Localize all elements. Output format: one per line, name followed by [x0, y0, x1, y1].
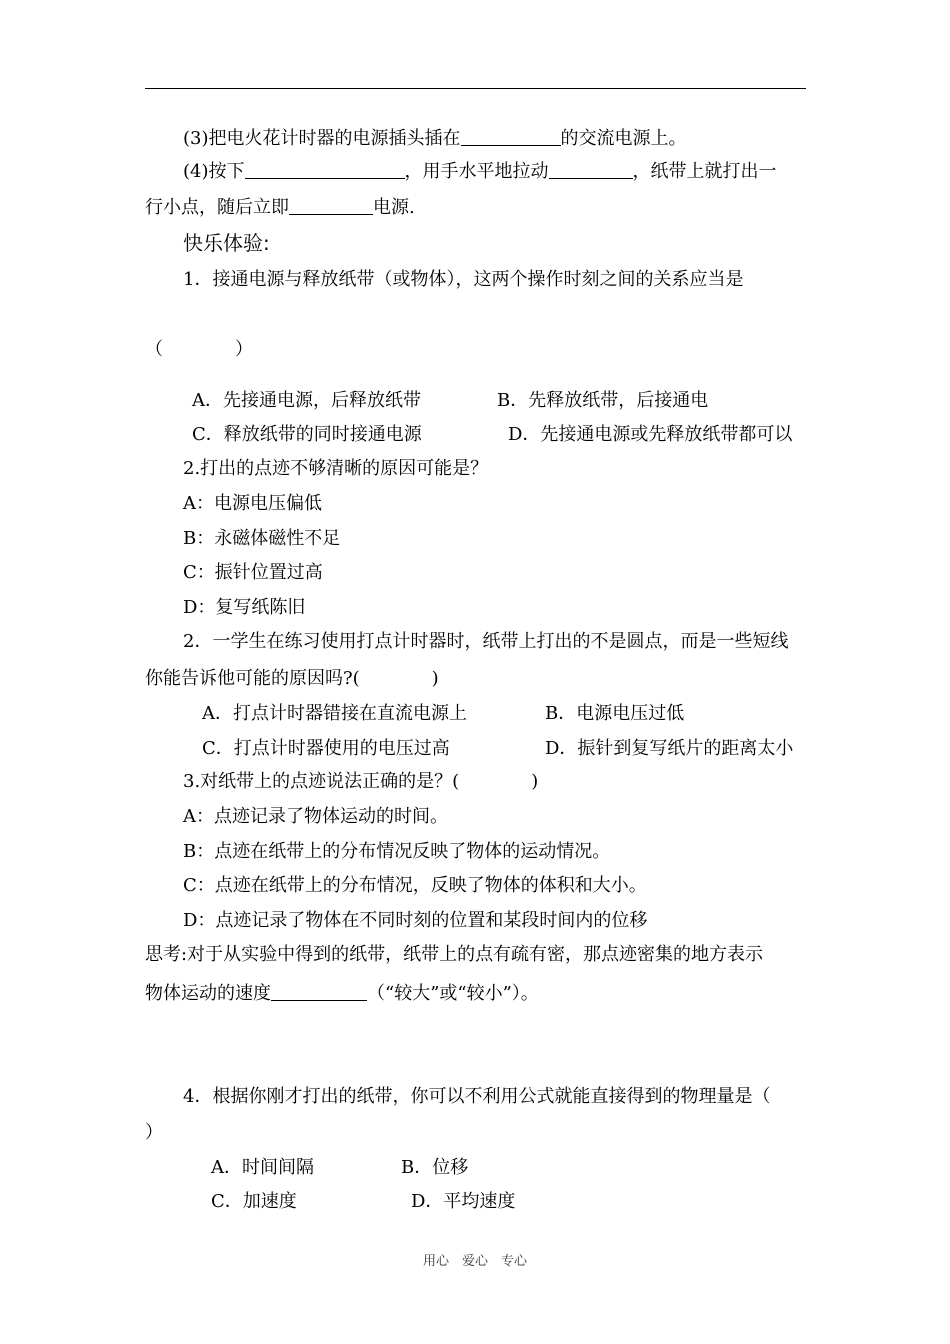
q2b-option-a: A．打点计时器错接在直流电源上 [202, 703, 467, 724]
item-3-line [183, 127, 687, 151]
think-text-a: 物体运动的速度 [145, 983, 271, 1004]
q1-option-a: A．先接通电源，后释放纸带 [192, 390, 421, 411]
q2b-option-b: B．电源电压过低 [545, 703, 685, 724]
q4-option-c: C．加速度 [211, 1191, 297, 1212]
item-4-text-d: 行小点，随后立即 [145, 197, 289, 218]
think-text-b: （“较大”或“较小”）。 [367, 983, 539, 1004]
q4-stem-1: 4．根据你刚才打出的纸带，你可以不利用公式就能直接得到的物理量是（ [183, 1086, 771, 1107]
q2a-stem: 2.打出的点迹不够清晰的原因可能是？ [183, 458, 489, 479]
header-rule [145, 88, 806, 89]
q4-option-a: A．时间间隔 [211, 1157, 314, 1178]
q3-stem: 3.对纸带上的点迹说法正确的是？( ) [183, 771, 539, 792]
q2b-option-c: C．打点计时器使用的电压过高 [202, 738, 450, 759]
q2a-option-a: A：电源电压偏低 [183, 493, 322, 514]
q2a-option-d: D：复写纸陈旧 [183, 597, 306, 618]
item-4-text-b: ，用手水平地拉动 [404, 161, 549, 182]
think-line-1: 思考:对于从实验中得到的纸带，纸带上的点有疏有密，那点迹密集的地方表示 [145, 944, 764, 965]
q3-option-a: A：点迹记录了物体运动的时间。 [183, 806, 448, 827]
q1-stem: 1．接通电源与释放纸带（或物体），这两个操作时刻之间的关系应当是 [183, 269, 744, 290]
page-footer: 用心 爱心 专心 [422, 1254, 527, 1269]
q2b-stem-1: 2．一学生在练习使用打点计时器时，纸带上打出的不是圆点，而是一些短线 [183, 631, 789, 652]
item-3-blank[interactable] [461, 127, 561, 146]
q4-stem-2: ） [145, 1122, 163, 1143]
q3-option-c: C：点迹在纸带上的分布情况，反映了物体的体积和大小。 [183, 875, 647, 896]
q3-option-d: D：点迹记录了物体在不同时刻的位置和某段时间内的位移 [183, 910, 648, 931]
item-4-blank-1[interactable] [245, 160, 405, 179]
item-4-text-a: (4)按下 [183, 161, 245, 182]
q3-option-b: B：点迹在纸带上的分布情况反映了物体的运动情况。 [183, 841, 611, 862]
think-line-2 [145, 982, 539, 1006]
section-heading: 快乐体验: [183, 231, 270, 255]
item-4-text-e: 电源. [373, 197, 415, 218]
item-4-line-2 [145, 196, 415, 220]
q2b-option-d: D．振针到复写纸片的距离太小 [545, 738, 794, 759]
q4-option-d: D．平均速度 [411, 1191, 516, 1212]
q4-option-b: B．位移 [401, 1157, 469, 1178]
q2a-option-b: B：永磁体磁性不足 [183, 528, 341, 549]
q1-option-c: C．释放纸带的同时接通电源 [192, 424, 422, 445]
q1-option-b: B．先释放纸带，后接通电 [497, 390, 709, 411]
q2a-option-c: C：振针位置过高 [183, 562, 323, 583]
item-4-text-c: ，纸带上就打出一 [632, 161, 777, 182]
q1-paren: （ ） [145, 339, 253, 360]
think-blank[interactable] [271, 982, 367, 1001]
item-3-text-a: (3)把电火花计时器的电源插头插在 [183, 128, 461, 149]
item-4-line [183, 160, 777, 184]
q1-option-d: D．先接通电源或先释放纸带都可以 [508, 424, 793, 445]
q2b-stem-2: 你能告诉他可能的原因吗?( ) [145, 668, 439, 689]
item-4-blank-3[interactable] [289, 196, 373, 215]
item-4-blank-2[interactable] [549, 160, 633, 179]
item-3-text-b: 的交流电源上。 [560, 128, 687, 149]
